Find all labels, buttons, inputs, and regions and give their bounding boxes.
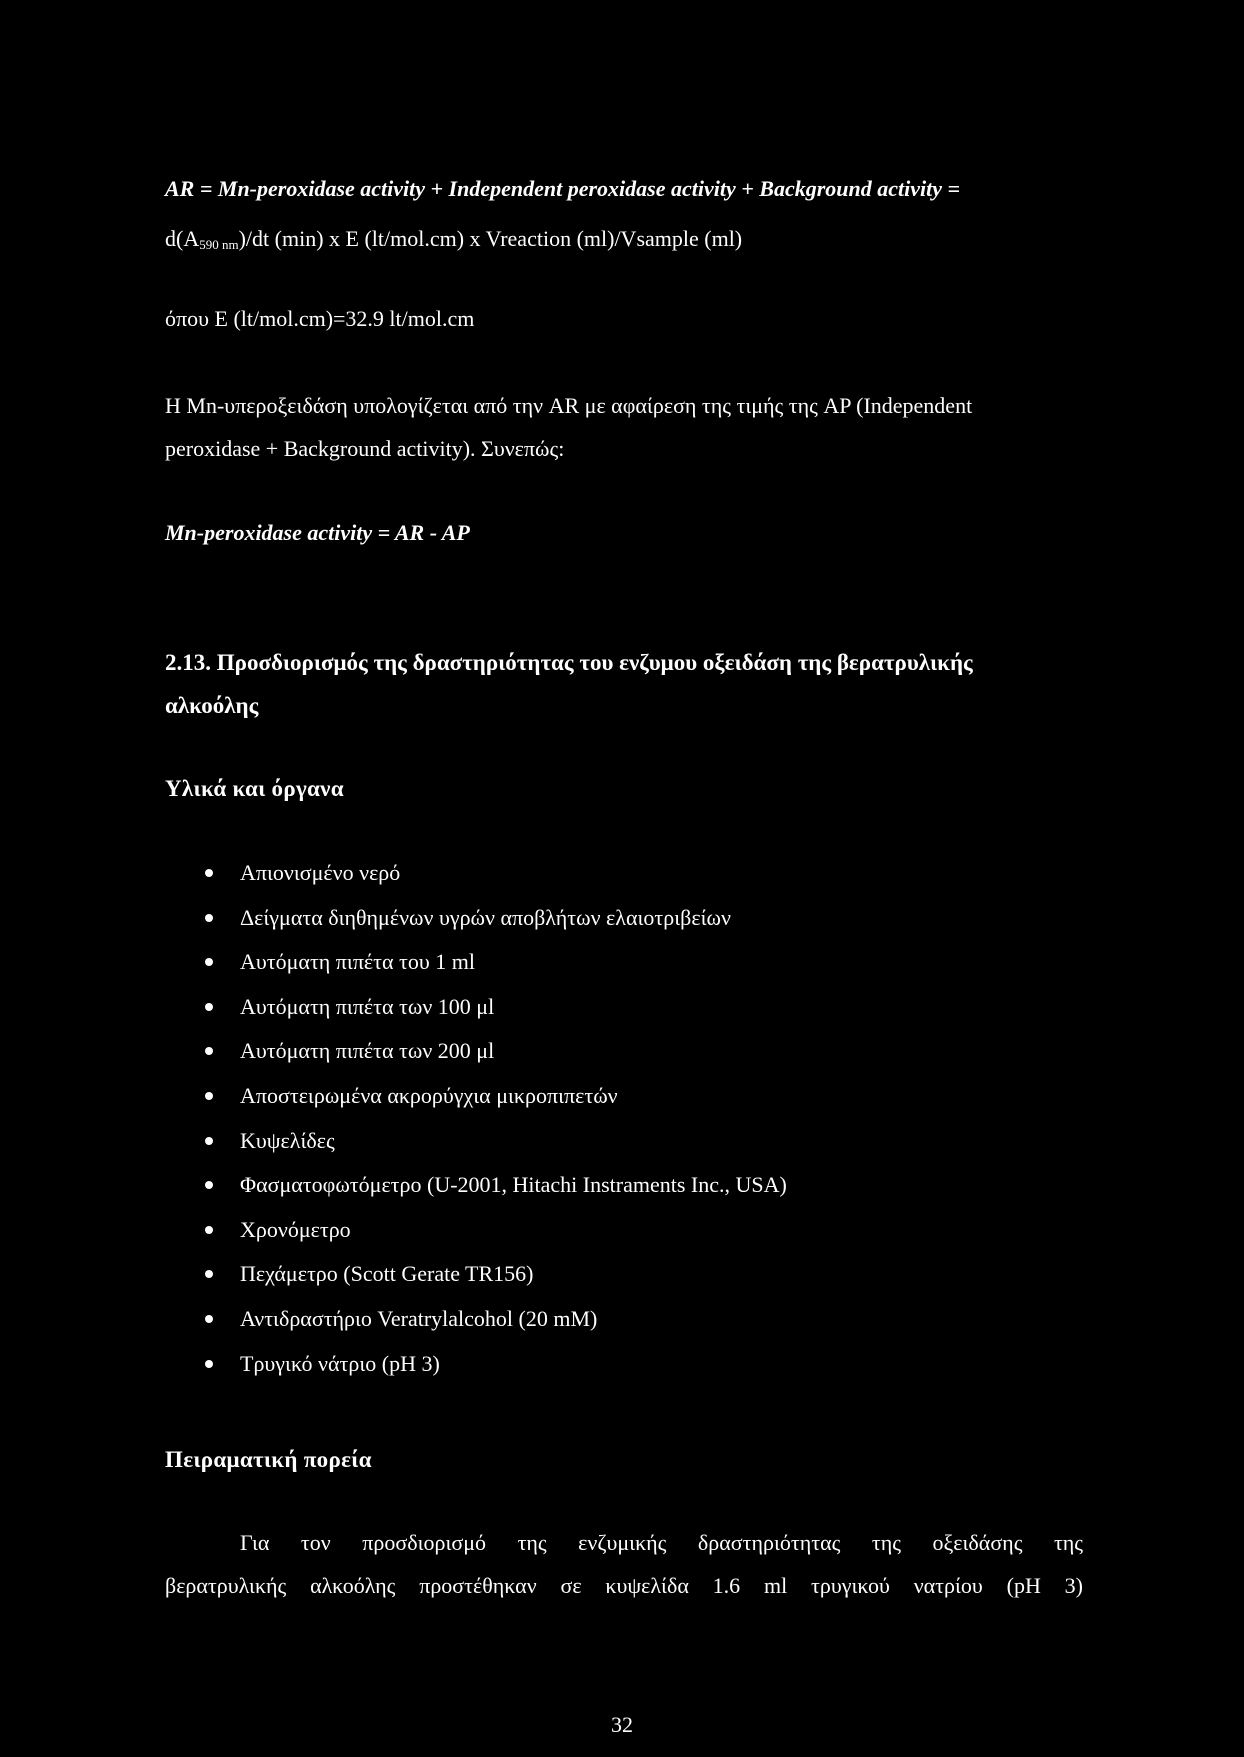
bullet-icon (205, 1270, 213, 1278)
explanation-line-1: Η Mn-υπεροξειδάση υπολογίζεται από την AR με αφαίρεση της τιμής της AP (Independent (165, 393, 973, 418)
section-heading-line-1: 2.13. Προσδιορισμός της δραστηριότητας του ενζυμου οξειδάση της βερατρυλικής (165, 650, 973, 675)
list-item-label: Αυτόματη πιπέτα των 100 μl (240, 993, 495, 1019)
bullet-icon (205, 1226, 213, 1234)
list-item (165, 1081, 787, 1126)
list-item (165, 1259, 787, 1304)
list-item-label: Απιονισμένο νερό (240, 860, 401, 885)
bullet-icon (205, 1092, 213, 1100)
procedure-title: Πειραματική πορεία (165, 1447, 372, 1472)
bullet-icon (205, 914, 213, 922)
bullet-icon (205, 869, 213, 877)
list-item (165, 1304, 787, 1349)
list-item-label: Τρυγικό νάτριο (pH 3) (240, 1350, 440, 1376)
bullet-icon (205, 1360, 213, 1368)
bullet-icon (205, 1003, 213, 1011)
list-item (165, 1170, 787, 1215)
list-item (165, 1349, 787, 1394)
list-item-label: Αυτόματη πιπέτα του 1 ml (240, 949, 475, 975)
list-item-label: Αντιδραστήριο Veratrylalcohol (20 mM) (240, 1305, 598, 1331)
mn-peroxidase-formula: Mn-peroxidase activity = AR - AP (165, 520, 470, 545)
list-item-label: Κυψελίδες (240, 1127, 335, 1153)
formula-wavelength: 590 nm (199, 237, 239, 252)
materials-list (165, 858, 787, 1393)
list-item (165, 1036, 787, 1081)
list-item (165, 947, 787, 992)
formula-suffix: )/dt (min) x E (lt/mol.cm) x Vreaction (ml)/Vsample (ml) (238, 226, 743, 251)
list-item-label: Δείγματα διηθημένων υγρών αποβλήτων ελαιοτριβείων (240, 904, 731, 930)
bullet-icon (205, 958, 213, 966)
formula-ar-line: AR = Mn-peroxidase activity + Independent peroxidase activity + Background activity = (165, 176, 961, 201)
section-heading-line-2: αλκοόλης (165, 693, 259, 718)
extinction-coefficient: όπου E (lt/mol.cm)=32.9 lt/mol.cm (165, 306, 475, 331)
bullet-icon (205, 1181, 213, 1189)
list-item-label: Αποστειρωμένα ακρορύγχια μικροπιπετών (240, 1082, 618, 1108)
list-item-label: Πεχάμετρο (Scott Gerate TR156) (240, 1261, 534, 1287)
list-item (165, 903, 787, 948)
bullet-icon (205, 1047, 213, 1055)
list-item-label: Χρονόμετρο (240, 1216, 351, 1242)
bullet-icon (205, 1315, 213, 1323)
procedure-line-1: Για τον προσδιορισμό της ενζυμικής δραστηριότητας της οξειδάσης της (240, 1530, 1083, 1555)
list-item (165, 1126, 787, 1171)
bullet-icon (205, 1137, 213, 1145)
page-number: 32 (611, 1712, 633, 1737)
formula-ar-expression (165, 226, 742, 253)
list-item (165, 992, 787, 1037)
list-item-label: Φασματοφωτόμετρο (U-2001, Hitachi Instraments Inc., USA) (240, 1172, 787, 1198)
explanation-line-2: peroxidase + Background activity). Συνεπώς: (165, 436, 565, 461)
list-item (165, 1215, 787, 1260)
procedure-line-2: βερατρυλικής αλκοόλης προστέθηκαν σε κυψελίδα 1.6 ml τρυγικού νατρίου (pH 3) (165, 1573, 1083, 1598)
list-item-label: Αυτόματη πιπέτα των 200 μl (240, 1038, 495, 1064)
list-item (165, 858, 787, 903)
formula-prefix: d(A (165, 226, 200, 251)
materials-title: Υλικά και όργανα (165, 776, 344, 801)
